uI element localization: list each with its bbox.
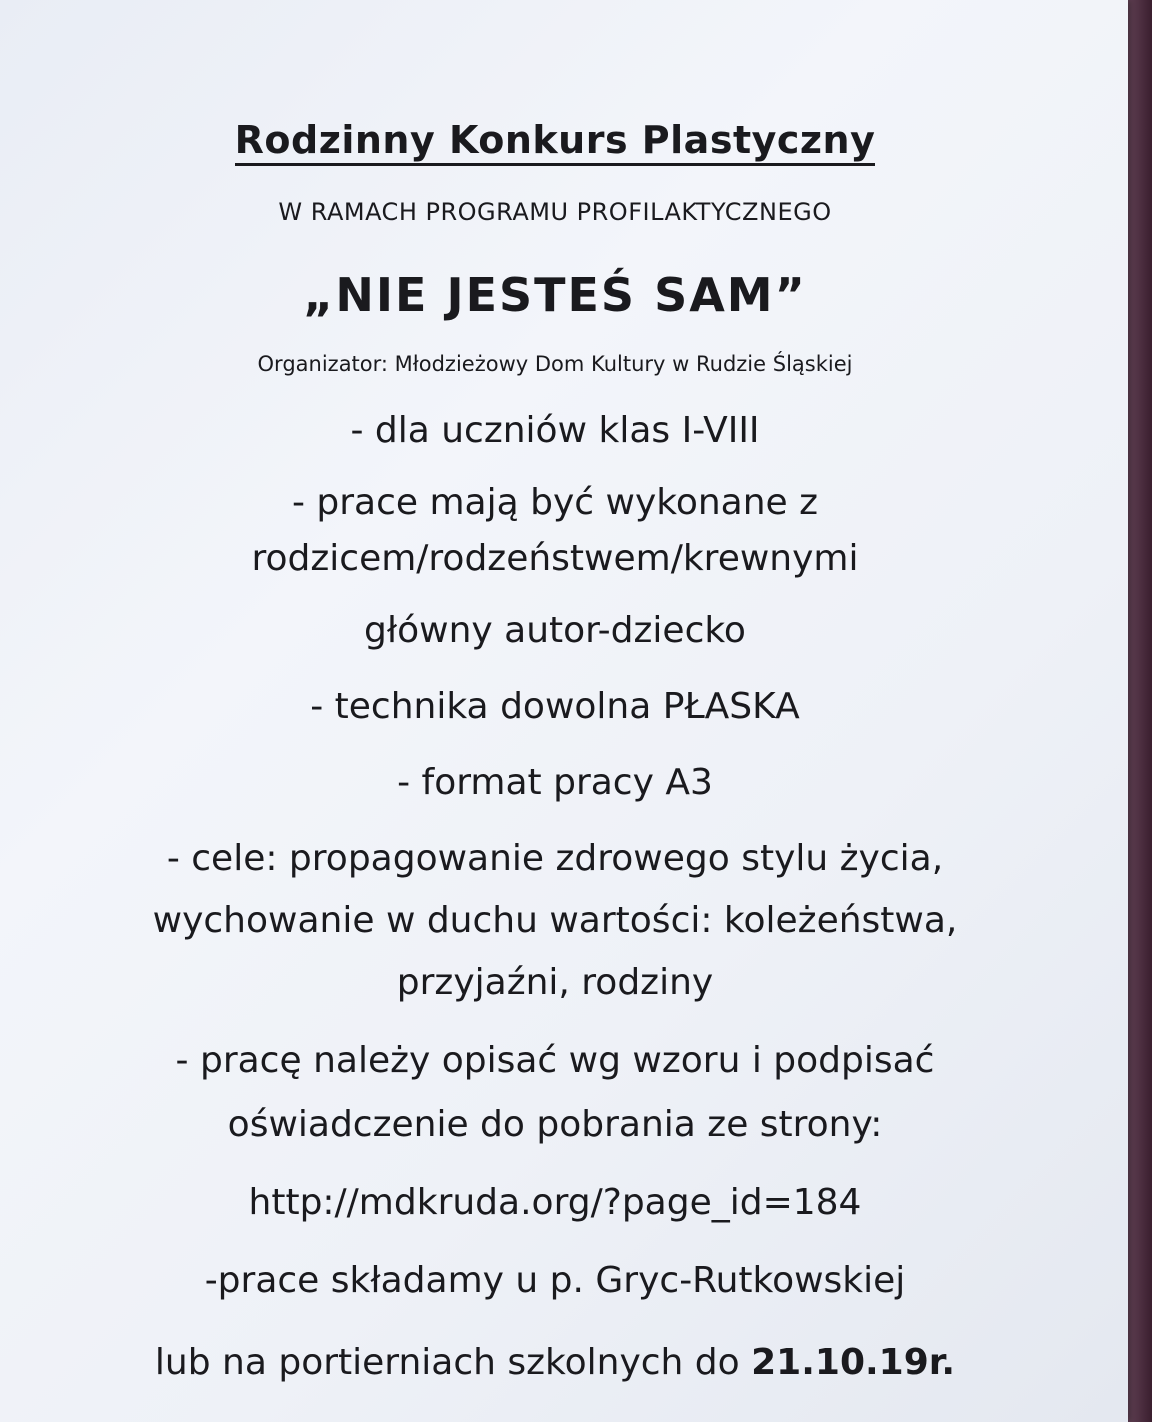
program-name: „NIE JESTEŚ SAM” [303, 268, 807, 322]
rule-line: rodzicem/rodzeństwem/krewnymi [251, 538, 859, 579]
rule-line: - format pracy A3 [397, 762, 713, 803]
rule-line: -prace składamy u p. Gryc-Rutkowskiej [204, 1260, 906, 1301]
organizer-line: Organizator: Młodzieżowy Dom Kultury w Rudzie Śląskiej [257, 352, 853, 376]
rule-line: główny autor-dziecko [364, 610, 746, 651]
rule-line: wychowanie w duchu wartości: koleżeństwa, [152, 900, 958, 941]
rule-line: przyjaźni, rodziny [396, 962, 714, 1003]
rule-line: - pracę należy opisać wg wzoru i podpisać [175, 1040, 935, 1081]
deadline-prefix: lub na portierniach szkolnych do [154, 1342, 752, 1383]
poster-title: Rodzinny Konkurs Plastyczny [0, 118, 1110, 162]
rule-line: - dla uczniów klas I-VIII [350, 410, 760, 451]
rule-line: - prace mają być wykonane z [291, 482, 819, 523]
deadline-date: 21.10.19r. [751, 1342, 956, 1383]
rule-line: - technika dowolna PŁASKA [310, 686, 800, 727]
poster-subtitle: W RAMACH PROGRAMU PROFILAKTYCZNEGO [278, 198, 832, 226]
rule-line: - cele: propagowanie zdrowego stylu życia, [166, 838, 944, 879]
deadline-line [0, 1342, 1110, 1383]
rule-line: oświadczenie do pobrania ze strony: [227, 1104, 883, 1145]
download-url: http://mdkruda.org/?page_id=184 [248, 1182, 862, 1223]
